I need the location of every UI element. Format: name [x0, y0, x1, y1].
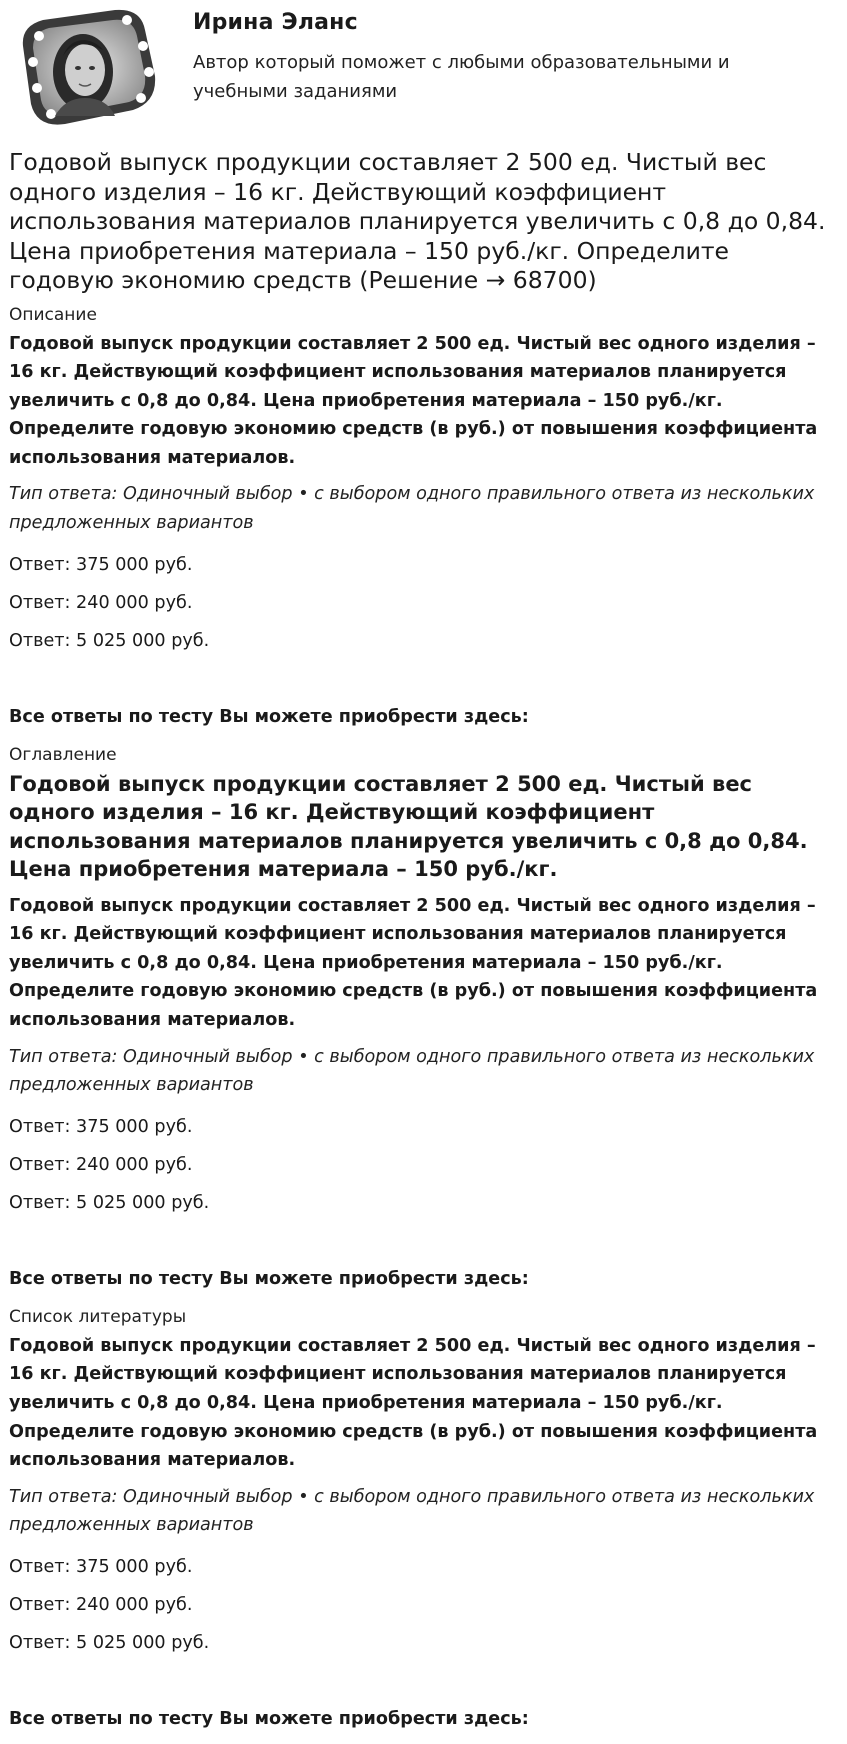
answer-option: Ответ: 375 000 руб.: [9, 1116, 193, 1137]
question-text: Годовой выпуск продукции составляет 2 500 ед. Чистый вес одного изделия – 16 кг. Действующий коэффициент использования материалов планируется увеличить с 0,8 до 0,84. Цена приобретения материала – 150 руб./кг. Определите годовую экономию средств (в руб.) от повышения коэффициента использования материалов.: [9, 1335, 818, 1471]
toc-heading: Годовой выпуск продукции составляет 2 500 ед. Чистый вес одного изделия – 16 кг. Действующий коэффициент использования материалов планируется увеличить с 0,8 до 0,84. Цена приобретения материала – 150 руб./кг.: [9, 771, 808, 882]
page-title: Годовой выпуск продукции составляет 2 500 ед. Чистый вес одного изделия – 16 кг. Действующий коэффициент использования материалов планируется увеличить с 0,8 до 0,84. Цена приобретения материала – 150 руб./кг. Определите годовую экономию средств (Решение → 68700): [9, 148, 826, 294]
answer-option: Ответ: 5 025 000 руб.: [9, 630, 210, 651]
answer-type: Тип ответа: Одиночный выбор • с выбором одного правильного ответа из нескольких предложенных вариантов: [9, 484, 815, 534]
answer-option: Ответ: 240 000 руб.: [9, 1154, 193, 1175]
author-card: [9, 0, 838, 130]
section-label-literature: Список литературы: [9, 1306, 187, 1327]
author-name[interactable]: Ирина Эланс: [193, 10, 358, 35]
section-label-description: Описание: [9, 304, 97, 325]
answer-option: Ответ: 375 000 руб.: [9, 1556, 193, 1577]
answer-option: Ответ: 240 000 руб.: [9, 1594, 193, 1615]
answer-type: Тип ответа: Одиночный выбор • с выбором одного правильного ответа из нескольких предложенных вариантов: [9, 1046, 815, 1096]
answer-option: Ответ: 5 025 000 руб.: [9, 1192, 210, 1213]
author-avatar[interactable]: [15, 6, 161, 128]
author-description: Автор который поможет с любыми образовательными и учебными заданиями: [193, 52, 730, 102]
answer-type: Тип ответа: Одиночный выбор • с выбором одного правильного ответа из нескольких предложенных вариантов: [9, 1486, 815, 1536]
question-text: Годовой выпуск продукции составляет 2 500 ед. Чистый вес одного изделия – 16 кг. Действующий коэффициент использования материалов планируется увеличить с 0,8 до 0,84. Цена приобретения материала – 150 руб./кг. Определите годовую экономию средств (в руб.) от повышения коэффициента использования материалов.: [9, 895, 818, 1031]
question-text: Годовой выпуск продукции составляет 2 500 ед. Чистый вес одного изделия – 16 кг. Действующий коэффициент использования материалов планируется увеличить с 0,8 до 0,84. Цена приобретения материала – 150 руб./кг. Определите годовую экономию средств (в руб.) от повышения коэффициента использования материалов.: [9, 333, 818, 468]
answer-option: Ответ: 375 000 руб.: [9, 554, 193, 575]
buy-answers-text: Все ответы по тесту Вы можете приобрести здесь:: [9, 1268, 529, 1289]
section-label-toc: Оглавление: [9, 744, 117, 765]
buy-answers-text: Все ответы по тесту Вы можете приобрести здесь:: [9, 1708, 529, 1729]
buy-answers-text: Все ответы по тесту Вы можете приобрести здесь:: [9, 706, 529, 727]
answer-option: Ответ: 240 000 руб.: [9, 592, 193, 613]
answer-option: Ответ: 5 025 000 руб.: [9, 1632, 210, 1653]
